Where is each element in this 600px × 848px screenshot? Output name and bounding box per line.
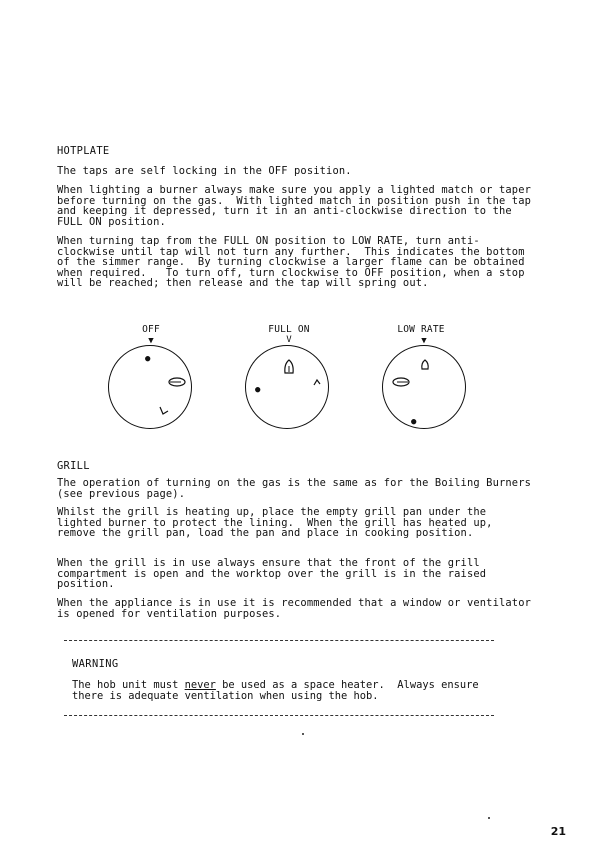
flame-large-icon [282, 358, 296, 376]
warning-top-rule [64, 640, 494, 641]
flame-small-icon [419, 358, 431, 372]
scan-speck [302, 733, 304, 735]
hotplate-paragraph-3: When turning tap from the FULL ON position to LOW RATE, turn anti-clockwise until tap will not turn any further. This indicates the bottom of the simmer range. By turning clockwise a larger flame can be obtained when required. To turn off, turn clockwise to OFF position, when a stop will be reached; then release and the tap will spring out. [57, 235, 532, 290]
hotplate-paragraph-2: When lighting a burner always make sure you apply a lighted match or taper before turning on the gas. With lighted match in position push in the tap and keeping it depressed, turn it in an anti-clockwise direction to the FULL ON position. [57, 184, 538, 228]
warning-text-emphasis: never [184, 679, 216, 691]
dial-label-full-on: FULL ON [268, 324, 310, 335]
burner-mark-icon: ● [255, 385, 261, 395]
warning-text-start: The hob unit must [72, 679, 185, 691]
grill-paragraph-2: Whilst the grill is heating up, place the empty grill pan under the lighted burner to protect the lining. When the grill has heated up, remove the grill pan, load the pan and place in cooking position. [57, 506, 499, 540]
grill-paragraph-1: The operation of turning on the gas is the same as for the Boiling Burners (see previous page). [57, 477, 538, 500]
dial-pointer-low-rate: ▼ [421, 336, 427, 346]
dial-pointer-full-on: V [286, 335, 292, 345]
dial-label-off: OFF [142, 324, 160, 335]
flame-small-icon [157, 404, 171, 418]
dial-full-on [245, 345, 329, 429]
flame-small-icon [312, 378, 322, 388]
burner-mark-icon: ● [411, 417, 417, 427]
grill-paragraph-4: When the appliance is in use it is recommended that a window or ventilator is opened for ventilation purposes. [57, 597, 538, 620]
page-number: 21 [550, 825, 566, 838]
dial-label-low-rate: LOW RATE [397, 324, 445, 335]
grill-heading: GRILL [57, 460, 90, 472]
dial-pointer-off: ▼ [148, 336, 154, 346]
warning-bottom-rule [64, 715, 494, 716]
hotplate-paragraph-1: The taps are self locking in the OFF position. [57, 165, 352, 177]
flame-large-icon [167, 376, 187, 388]
dial-low-rate [382, 345, 466, 429]
scan-speck [488, 817, 490, 819]
dial-off [108, 345, 192, 429]
flame-large-icon [391, 376, 411, 388]
hotplate-heading: HOTPLATE [57, 145, 110, 157]
warning-title: WARNING [72, 658, 119, 670]
burner-mark-icon: ● [145, 354, 151, 364]
warning-text-end: be used as a space heater. Always ensure there is adequate ventilation when using the hob. [72, 679, 485, 702]
grill-paragraph-3: When the grill is in use always ensure that the front of the grill compartment is open and the worktop over the grill is in the raised position. [57, 557, 493, 591]
warning-text [72, 680, 512, 701]
